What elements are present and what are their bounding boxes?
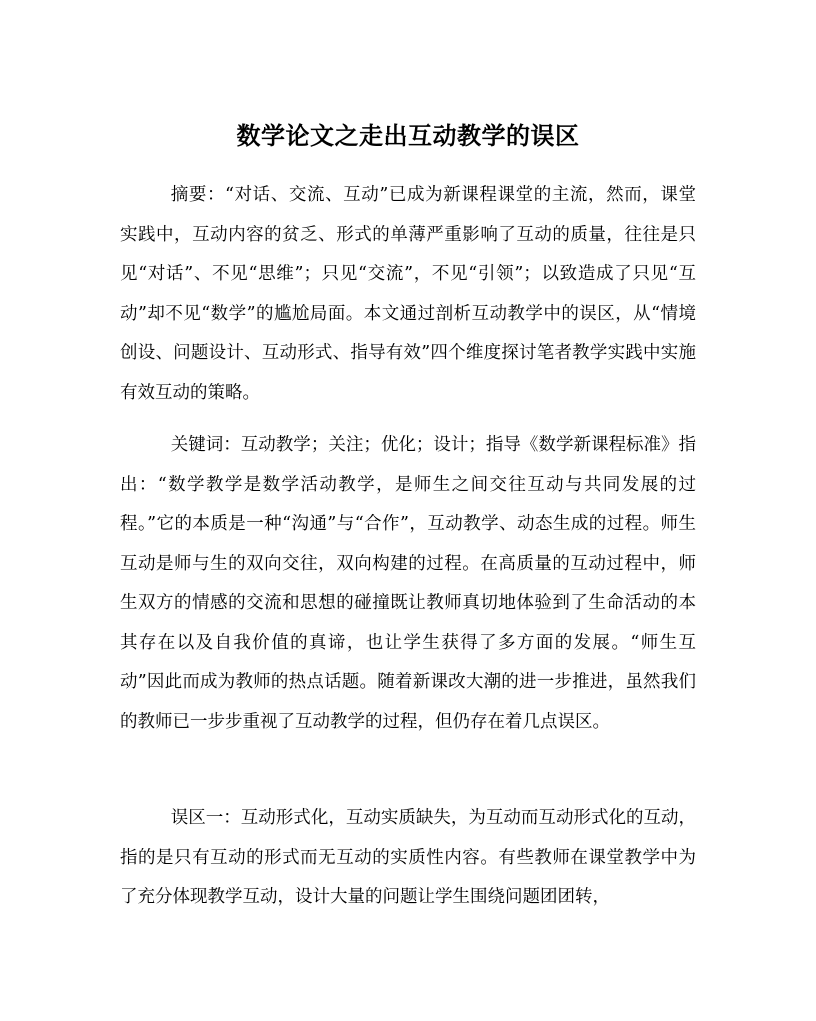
abstract-paragraph: 摘要：“对话、交流、互动”已成为新课程课堂的主流，然而，课堂实践中，互动内容的贫乏、形式的单薄严重影响了互动的质量，往往是只见“对话”、不见“思维”；只见“交流”，不见“引领”；以致造成了只见“互动”却不见“数学”的尴尬局面。本文通过剖析互动教学中的误区，从“情境创设、问题设计、互动形式、指导有效”四个维度探讨笔者教学实践中实施有效互动的策略。 (120, 185, 696, 403)
misconception-one-paragraph: 误区一：互动形式化，互动实质缺失，为互动而互动形式化的互动，指的是只有互动的形式而无互动的实质性内容。有些教师在课堂教学中为了充分体现教学互动，设计大量的问题让学生围绕问题团团转， (120, 808, 696, 907)
keywords-intro-paragraph: 关键词：互动教学；关注；优化；设计；指导《数学新课程标准》指出：“数学教学是数学活动教学，是师生之间交往互动与共同发展的过程。”它的本质是一种“沟通”与“合作”，互动教学、动态生成的过程。师生互动是师与生的双向交往，双向构建的过程。在高质量的互动过程中，师生双方的情感的交流和思想的碰撞既让教师真切地体验到了生命活动的本其存在以及自我价值的真谛，也让学生获得了多方面的发展。“师生互动”因此而成为教师的热点话题。随着新课改大潮的进一步推进，虽然我们的教师已一步步重视了互动教学的过程，但仍存在着几点误区。 (120, 435, 696, 732)
document-title: 数学论文之走出互动教学的误区 (236, 121, 580, 151)
